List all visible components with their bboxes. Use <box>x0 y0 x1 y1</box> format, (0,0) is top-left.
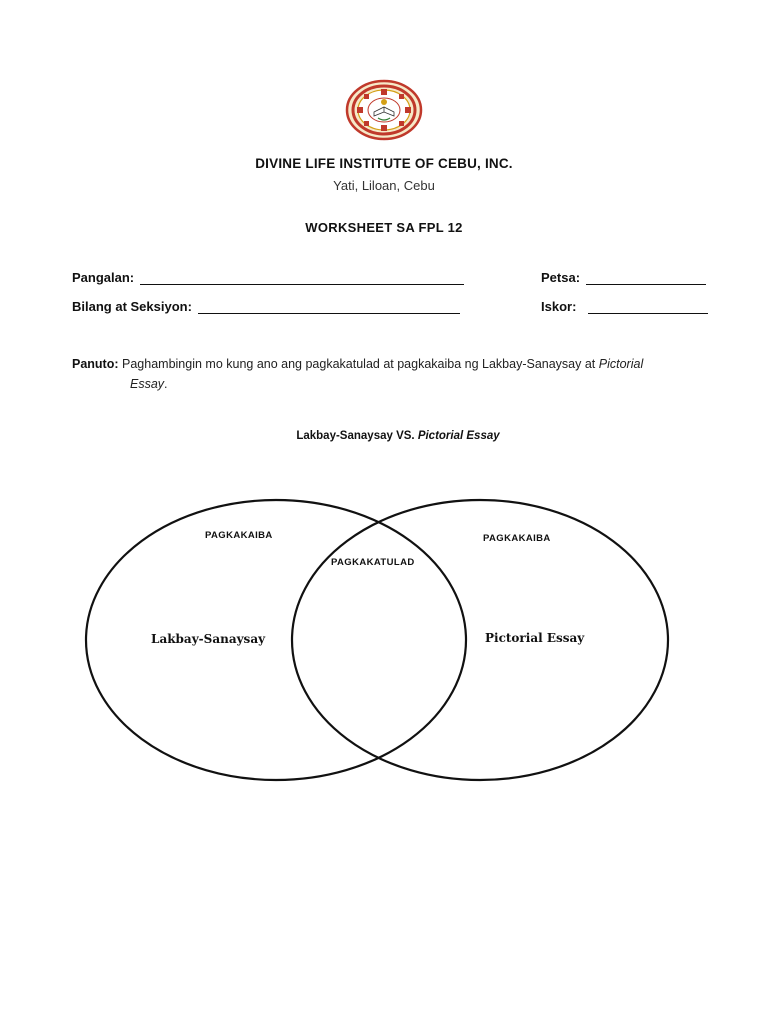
instructions-italic-1: Pictorial <box>598 357 644 371</box>
instructions-end: . <box>164 377 168 391</box>
right-label: Pictorial Essay <box>485 631 585 645</box>
instructions-text: Paghambingin mo kung ano ang pagkakatulad at pagkakaiba ng Lakbay-Sanaysay at <box>122 357 596 371</box>
iskor-label: Iskor: <box>541 299 577 314</box>
right-circle <box>292 500 668 780</box>
left-circle <box>86 500 466 780</box>
school-name: DIVINE LIFE INSTITUTE OF CEBU, INC. <box>255 156 513 171</box>
diagram-title-plain: Lakbay-Sanaysay VS. <box>296 430 415 442</box>
right-heading: PAGKAKAIBA <box>483 533 551 544</box>
left-label: Lakbay-Sanaysay <box>151 632 266 646</box>
bilang-label: Bilang at Seksiyon: <box>72 299 192 314</box>
petsa-label: Petsa: <box>541 270 581 285</box>
school-address: Yati, Liloan, Cebu <box>333 178 435 193</box>
worksheet-title: WORKSHEET SA FPL 12 <box>305 220 463 235</box>
instructions-italic-2: Essay <box>130 377 165 391</box>
left-heading: PAGKAKAIBA <box>205 530 273 541</box>
diagram-title-italic: Pictorial Essay <box>417 430 500 442</box>
instructions-label: Panuto: <box>72 357 119 371</box>
middle-heading: PAGKAKATULAD <box>331 557 415 568</box>
pangalan-label: Pangalan: <box>72 270 135 285</box>
